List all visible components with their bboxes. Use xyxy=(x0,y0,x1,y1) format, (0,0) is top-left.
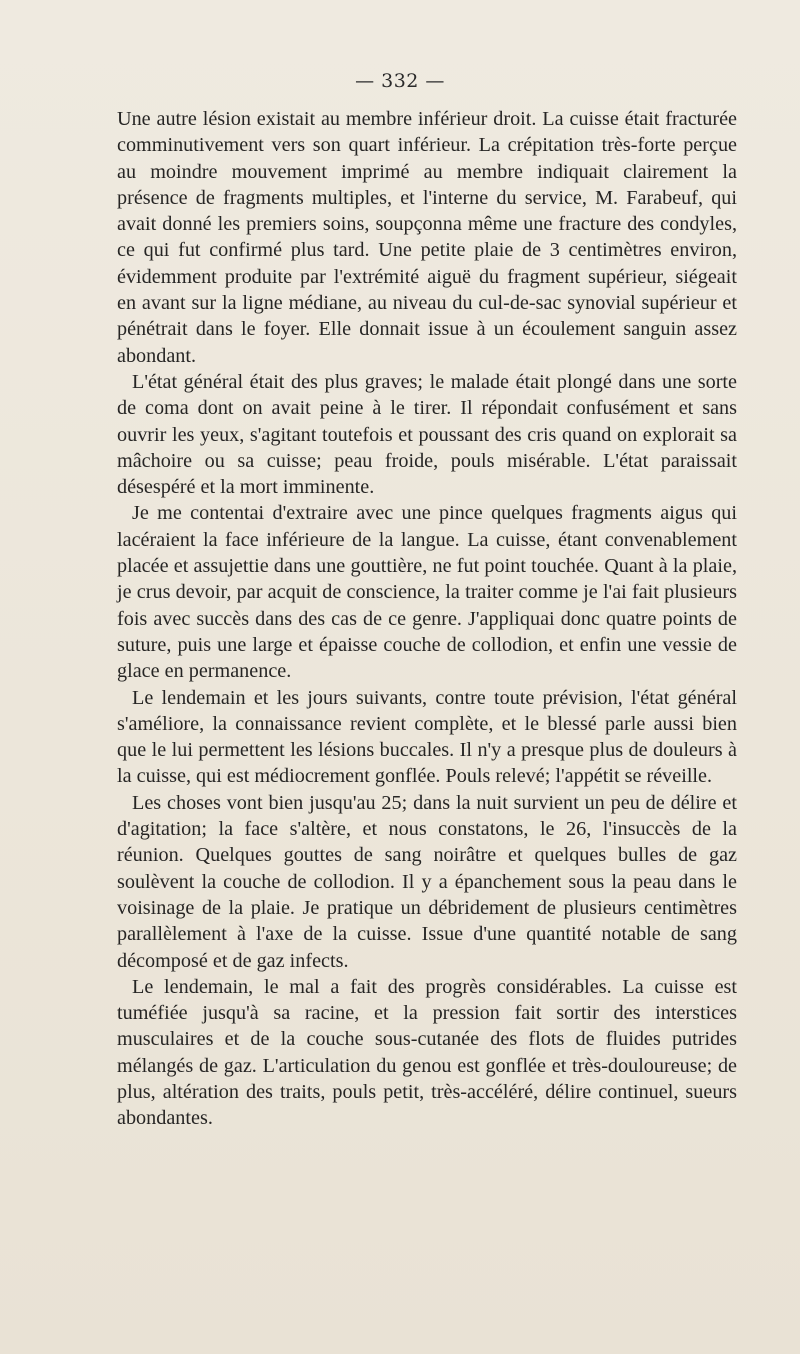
paragraph: L'état général était des plus graves; le malade était plongé dans une sorte de coma dont on avait peine à le tirer. Il répondait confusément et sans ouvrir les yeux, s'agitant toutefois et poussant des cris quand on explorait sa mâchoire ou sa cuisse; peau froide, pouls misérable. L'état paraissait désespéré et la mort imminente. xyxy=(117,370,737,499)
page-number: — 332 — xyxy=(355,70,445,92)
paragraph: Une autre lésion existait au membre inférieur droit. La cuisse était fracturée comminutivement vers son quart inférieur. La crépitation très-forte perçue au moindre mouvement imprimé au membre indiquait clairement la présence de fragments multiples, et l'interne du service, M. Farabeuf, qui avait donné les premiers soins, soupçonna même une fracture des condyles, ce qui fut confirmé plus tard. Une petite plaie de 3 centimètres environ, évidemment produite par l'extrémité aiguë du fragment supérieur, siégeait en avant sur la ligne médiane, au niveau du cul-de-sac synovial supérieur et pénétrait dans le foyer. Elle donnait issue à un écoulement sanguin assez abondant. xyxy=(117,108,737,367)
paragraph: Le lendemain, le mal a fait des progrès considérables. La cuisse est tuméfiée jusqu'à sa racine, et la pression fait sortir des interstices musculaires et de la couche sous-cutanée des flots de fluides putrides mélangés de gaz. L'articulation du genou est gonflée et très-douloureuse; de plus, altération des traits, pouls petit, très-accéléré, délire continuel, sueurs abondantes. xyxy=(117,975,737,1130)
paragraph: Je me contentai d'extraire avec une pince quelques fragments aigus qui lacéraient la face inférieure de la langue. La cuisse, étant convenablement placée et assujettie dans une gouttière, ne fut point touchée. Quant à la plaie, je crus devoir, par acquit de conscience, la traiter comme je l'ai fait plusieurs fois avec succès dans des cas de ce genre. J'appliquai donc quatre points de suture, puis une large et épaisse couche de collodion, et enfin une vessie de glace en permanence. xyxy=(117,502,737,683)
body-text xyxy=(117,106,737,1132)
paragraph: Les choses vont bien jusqu'au 25; dans la nuit survient un peu de délire et d'agitation; la face s'altère, et nous constatons, le 26, l'insuccès de la réunion. Quelques gouttes de sang noirâtre et quelques bulles de gaz soulèvent la couche de collodion. Il y a épanchement sous la peau dans le voisinage de la plaie. Je pratique un débridement de plusieurs centimètres parallèlement à l'axe de la cuisse. Issue d'une quantité notable de sang décomposé et de gaz infects. xyxy=(117,791,737,972)
paragraph: Le lendemain et les jours suivants, contre toute prévision, l'état général s'améliore, la connaissance revient complète, et le blessé parle aussi bien que le lui permettent les lésions buccales. Il n'y a presque plus de douleurs à la cuisse, qui est médiocrement gonflée. Pouls relevé; l'appétit se réveille. xyxy=(117,686,737,788)
